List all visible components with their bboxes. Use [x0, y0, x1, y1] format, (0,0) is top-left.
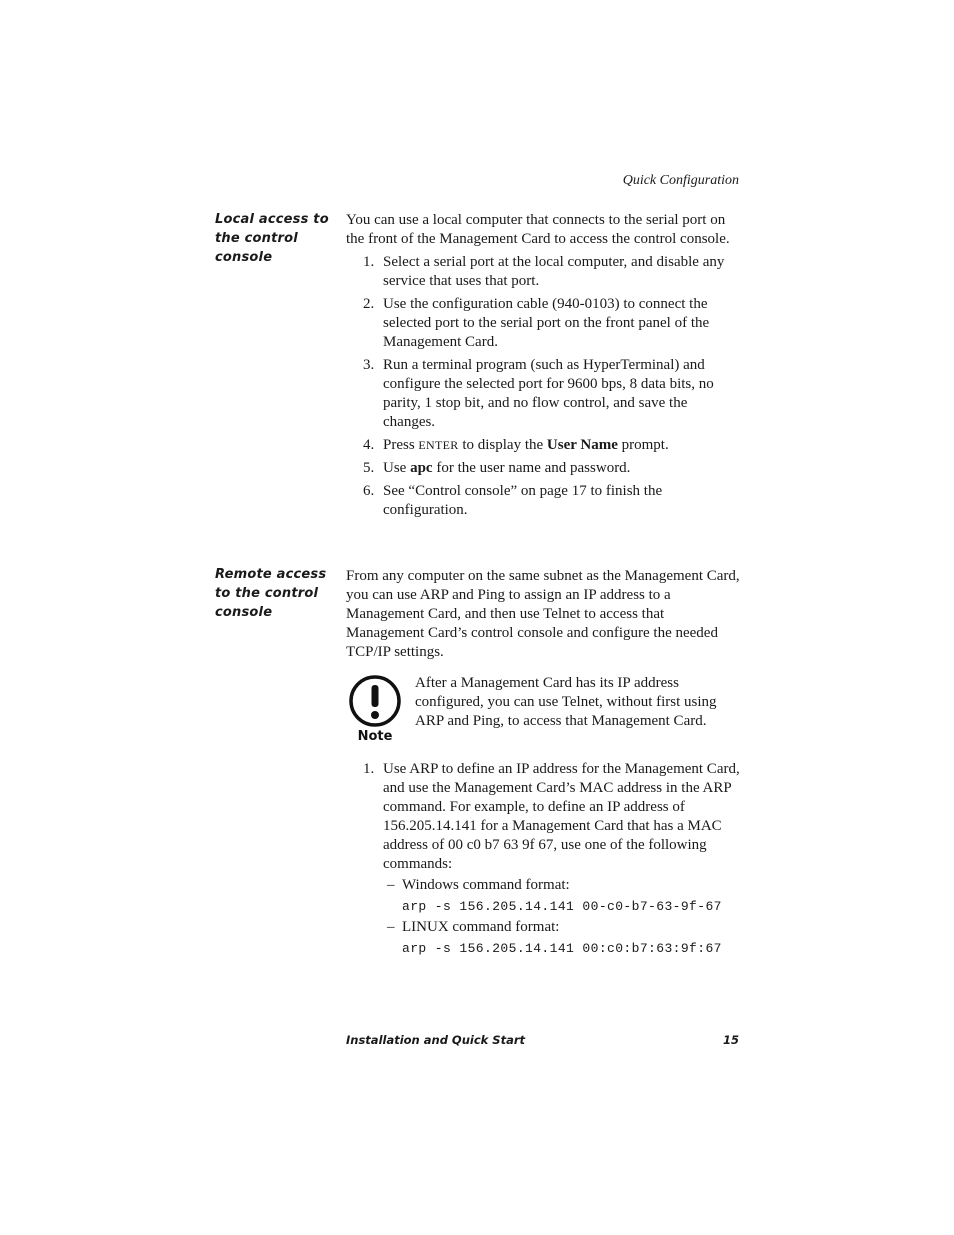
ui-term: User Name	[546, 437, 618, 453]
intro-paragraph: From any computer on the same subnet as the Management Card, you can use ARP and Ping to assign an IP address to a Management Card, and then use Telnet to access that Management Card’s control console and configure the needed TCP/IP settings.	[346, 568, 740, 660]
sub-item: – Windows command format:	[387, 877, 570, 893]
list-item: 5. Use apc for the user name and password.	[363, 460, 631, 476]
note-label: Note	[357, 729, 393, 744]
steps-list	[346, 760, 741, 958]
intro-paragraph: You can use a local computer that connects to the serial port on the front of the Management Card to access the control console.	[346, 212, 730, 247]
section-heading-local-access	[215, 210, 330, 267]
code-command: arp -s 156.205.14.141 00:c0:b7:63:9f:67	[402, 941, 722, 956]
running-head: Quick Configuration	[622, 173, 739, 188]
ui-term: apc	[410, 460, 433, 476]
list-item: 4. Press ENTER to display the User Name prompt.	[363, 437, 669, 453]
list-item: 1. Use ARP to define an IP address for the Management Card, and use the Management Card’s MAC address in the ARP command. For example, to define an IP address of 156.205.14.141 for a Management Card that has a MAC address of 00 c0 b7 63 9f 67, use one of the following commands: – Windows command format: arp -s 156.205.14.141 00-c0-b7-63-9f-67 – LINUX command format: arp -s 156.205.14.141 00:c0:b7:63:9f:67	[363, 761, 740, 956]
list-item: 3. Run a terminal program (such as HyperTerminal) and configure the selected port for 9600 bps, 8 data bits, no parity, 1 stop bit, and no flow control, and save the changes.	[363, 357, 714, 430]
heading-line: console	[215, 605, 273, 620]
heading-line: console	[215, 250, 273, 265]
steps-list	[346, 253, 741, 520]
key-name: ENTER	[418, 438, 459, 452]
list-item: 2. Use the configuration cable (940-0103) to connect the selected port to the serial port on the front panel of the Management Card.	[363, 296, 710, 350]
note-block	[346, 674, 741, 752]
section-body-remote-access	[346, 567, 741, 958]
footer-title: Installation and Quick Start	[346, 1033, 526, 1047]
sub-item: – LINUX command format:	[387, 919, 560, 935]
list-item: 1. Select a serial port at the local computer, and disable any service that uses that port.	[363, 254, 725, 289]
section-body-local-access	[346, 211, 741, 520]
heading-line: Remote access	[215, 567, 327, 582]
section-heading-remote-access	[215, 565, 330, 622]
note-text: After a Management Card has its IP address configured, you can use Telnet, without first using ARP and Ping, to access that Management Card.	[415, 675, 717, 729]
heading-line: to the control	[215, 586, 319, 601]
page-number: 15	[722, 1033, 739, 1047]
exclamation-circle-icon	[348, 674, 402, 744]
heading-line: Local access to	[215, 212, 329, 227]
list-item: 6. See “Control console” on page 17 to finish the configuration.	[363, 483, 663, 518]
heading-line: the control	[215, 231, 298, 246]
code-command: arp -s 156.205.14.141 00-c0-b7-63-9f-67	[402, 899, 722, 914]
